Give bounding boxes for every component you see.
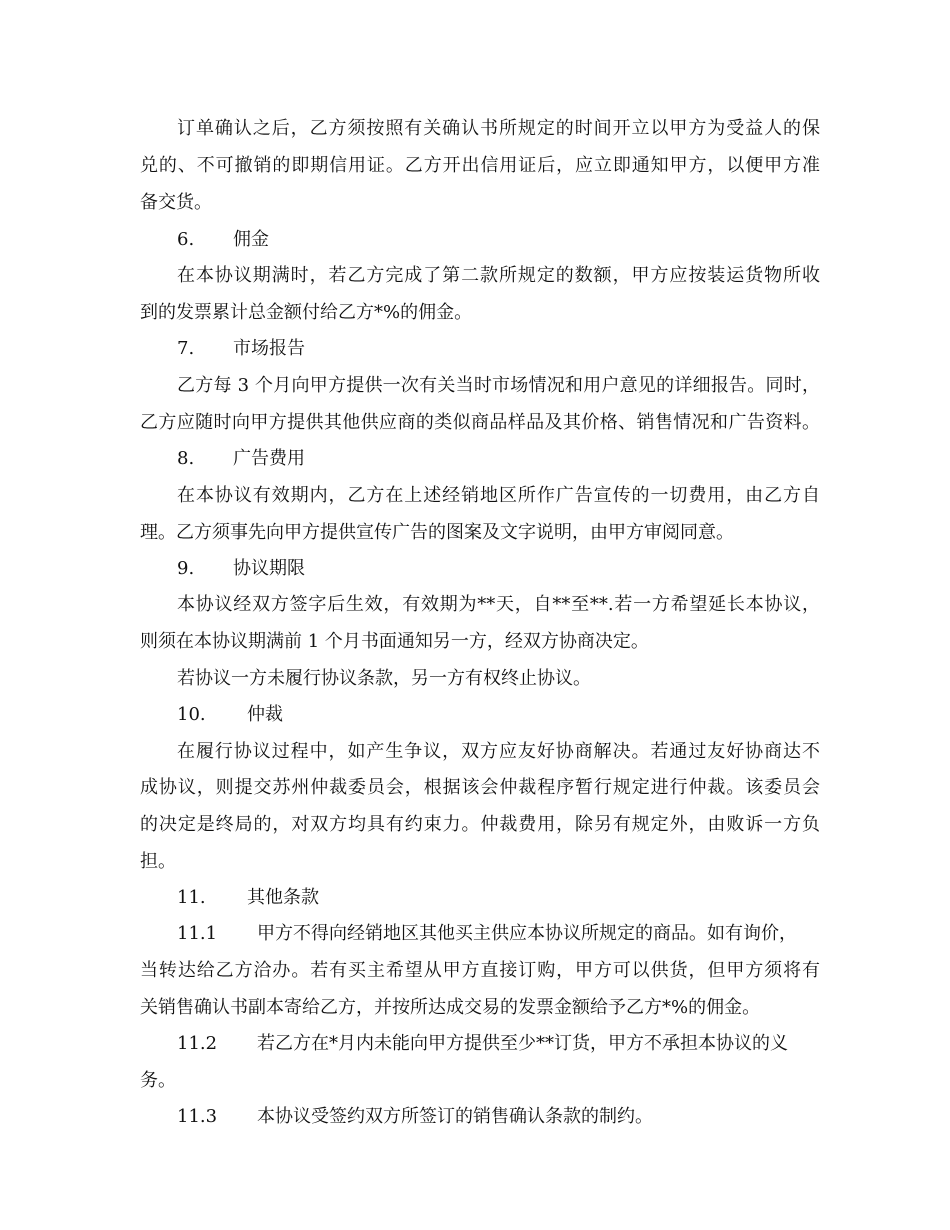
paragraph-line: 成协议，则提交苏州仲裁委员会，根据该会仲裁程序暂行规定进行仲裁。该委员会 [140,777,820,798]
paragraph-line: 当转达给乙方洽办。若有买主希望从甲方直接订购，甲方可以供货，但甲方须将有 [140,960,820,981]
section-title: 其他条款 [247,887,319,908]
section-heading-11 [177,879,820,916]
section-title: 广告费用 [233,448,305,469]
clause-number: 11.2 [177,1033,218,1054]
clause-text: 若乙方在*月内未能向甲方提供至少**订货，甲方不承担本协议的义 [257,1033,788,1054]
paragraph-line: 在履行协议过程中，如产生争议，双方应友好协商解决。若通过友好协商达不 [177,741,820,762]
clause-text: 甲方不得向经销地区其他买主供应本协议所规定的商品。如有询价， [257,923,797,944]
clause-11-2-line [177,1025,820,1062]
paragraph-line: 到的发票累计总金额付给乙方*%的佣金。 [140,302,473,323]
section-number: 8. [177,448,195,469]
paragraph-line: 订单确认之后，乙方须按照有关确认书所规定的时间开立以甲方为受益人的保 [177,118,820,139]
paragraph-line: 的决定是终局的，对双方均具有约束力。仲裁费用，除另有规定外，由败诉一方负 [140,814,820,835]
section-number: 7. [177,338,195,359]
clause-11-3-line [177,1098,820,1135]
section-number: 10. [177,704,206,725]
section-heading-9 [177,550,820,587]
paragraph-line: 担。 [140,851,176,872]
paragraph-line: 在本协议有效期内，乙方在上述经销地区所作广告宣传的一切费用，由乙方自 [177,485,820,506]
paragraph-line: 务。 [140,1070,176,1091]
clause-text: 本协议受签约双方所签订的销售确认条款的制约。 [257,1106,653,1127]
paragraph-line: 关销售确认书副本寄给乙方，并按所达成交易的发票金额给予乙方*%的佣金。 [140,997,761,1018]
section-title: 市场报告 [233,338,305,359]
paragraph-line: 理。乙方须事先向甲方提供宣传广告的图案及文字说明，由甲方审阅同意。 [140,522,734,543]
paragraph-line: 乙方应随时向甲方提供其他供应商的类似商品样品及其价格、销售情况和广告资料。 [140,412,820,433]
section-number: 6. [177,229,195,250]
clause-number: 11.3 [177,1106,218,1127]
paragraph-line: 若协议一方未履行协议条款，另一方有权终止协议。 [177,668,591,689]
paragraph-line: 则须在本协议期满前 1 个月书面通知另一方，经双方协商决定。 [140,631,649,652]
section-heading-7 [177,330,820,367]
section-heading-6 [177,221,820,258]
paragraph-line: 本协议经双方签字后生效，有效期为**天，自**至**.若一方希望延长本协议， [177,594,820,615]
paragraph-line: 兑的、不可撤销的即期信用证。乙方开出信用证后，应立即通知甲方，以便甲方准 [140,155,820,176]
clause-number: 11.1 [177,923,218,944]
paragraph-line: 在本协议期满时，若乙方完成了第二款所规定的数额，甲方应按装运货物所收 [177,265,820,286]
section-heading-10 [177,696,820,733]
paragraph-line: 乙方每 3 个月向甲方提供一次有关当时市场情况和用户意见的详细报告。同时， [177,375,820,396]
clause-11-1-line [177,915,820,952]
section-title: 佣金 [233,229,269,250]
section-title: 协议期限 [233,558,305,579]
section-title: 仲裁 [247,704,283,725]
section-heading-8 [177,440,820,477]
section-number: 9. [177,558,195,579]
paragraph-line: 备交货。 [140,192,212,213]
section-number: 11. [177,887,206,908]
